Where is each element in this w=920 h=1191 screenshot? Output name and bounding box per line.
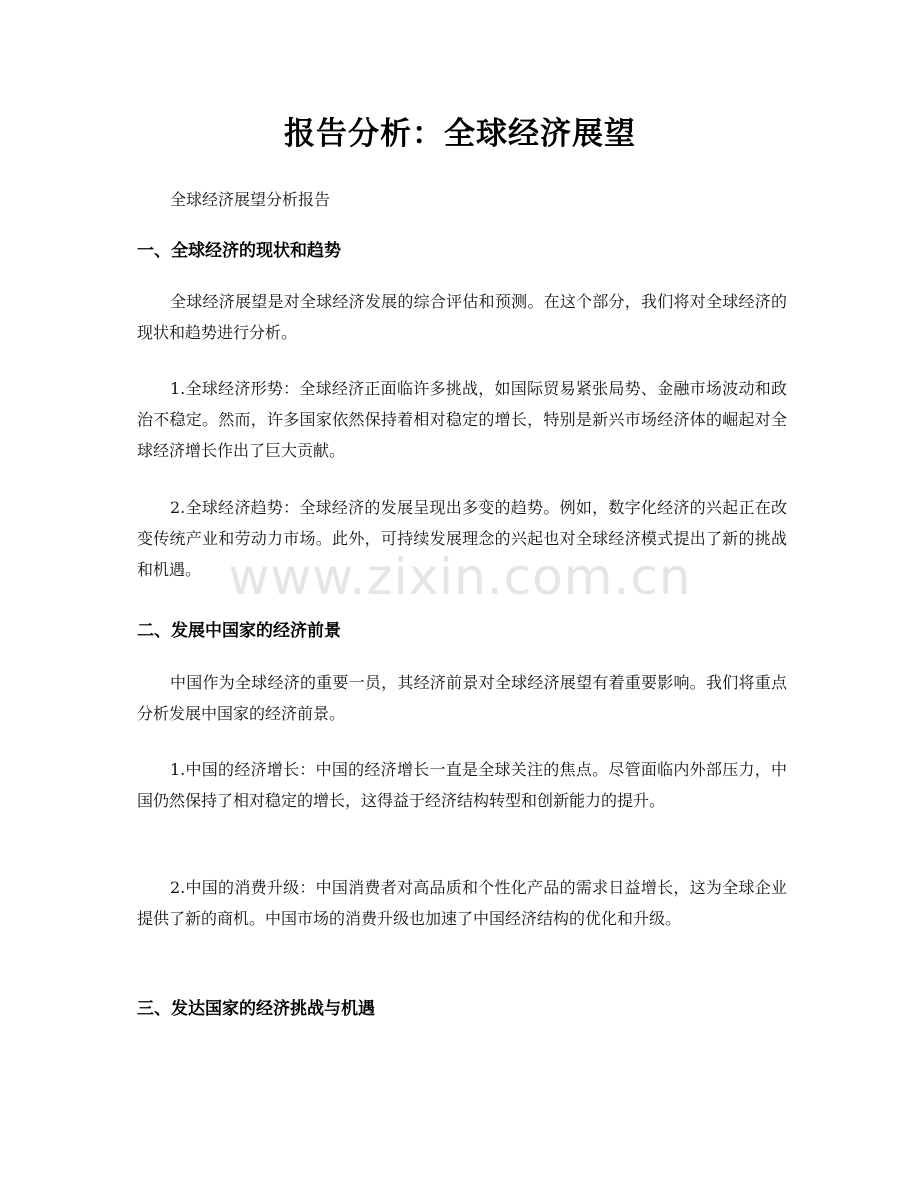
section-heading-1: 一、全球经济的现状和趋势 — [137, 241, 341, 261]
document-title: 报告分析：全球经济展望 — [284, 116, 636, 152]
section-1-paragraph-3: 2.全球经济趋势：全球经济的发展呈现出多变的趋势。例如，数字化经济的兴起正在改变传统产业和劳动力市场。此外，可持续发展理念的兴起也对全球经济模式提出了新的挑战和机遇。 — [137, 498, 787, 579]
section-heading-2: 二、发展中国家的经济前景 — [137, 621, 341, 641]
document-intro: 全球经济展望分析报告 — [170, 190, 331, 209]
section-2-paragraph-2: 1.中国的经济增长：中国的经济增长一直是全球关注的焦点。尽管面临内外部压力，中国仍然保持了相对稳定的增长，这得益于经济结构转型和创新能力的提升。 — [137, 760, 787, 810]
watermark: www.zixin.com.cn — [228, 548, 692, 606]
section-1-paragraph-1: 全球经济展望是对全球经济发展的综合评估和预测。在这个部分，我们将对全球经济的现状和趋势进行分析。 — [137, 292, 787, 342]
section-heading-3: 三、发达国家的经济挑战与机遇 — [137, 999, 375, 1019]
section-2-paragraph-1: 中国作为全球经济的重要一员，其经济前景对全球经济展望有着重要影响。我们将重点分析发展中国家的经济前景。 — [137, 673, 787, 723]
section-1-paragraph-2: 1.全球经济形势：全球经济正面临许多挑战，如国际贸易紧张局势、金融市场波动和政治不稳定。然而，许多国家依然保持着相对稳定的增长，特别是新兴市场经济体的崛起对全球经济增长作出了巨大贡献。 — [137, 379, 787, 460]
section-2-paragraph-3: 2.中国的消费升级：中国消费者对高品质和个性化产品的需求日益增长，这为全球企业提供了新的商机。中国市场的消费升级也加速了中国经济结构的优化和升级。 — [137, 878, 787, 928]
